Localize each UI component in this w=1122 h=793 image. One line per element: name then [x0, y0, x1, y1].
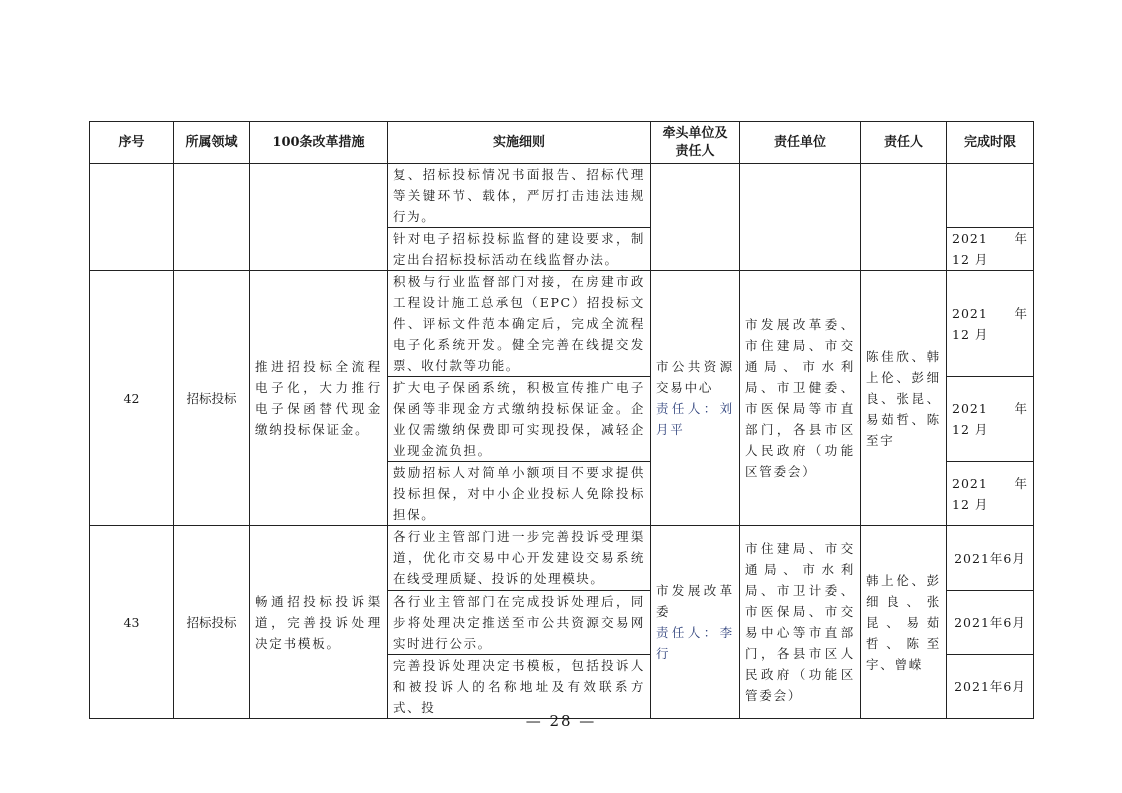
- cell-empty: [250, 164, 388, 271]
- reform-measures-table: [89, 121, 1034, 719]
- detail-cell: 针对电子招标投标监督的建设要求，制定出台招标投标活动在线监督办法。: [388, 228, 651, 271]
- deadline-cell: 2021 年 12 月: [947, 377, 1034, 462]
- deadline-cell: 2021 年 12 月: [947, 271, 1034, 377]
- header-row: [90, 122, 1034, 164]
- cell-empty: [740, 164, 861, 271]
- cell-empty: [861, 164, 947, 271]
- detail-cell: 各行业主管部门在完成投诉处理后，同步将处理决定推送至市公共资源交易网实时进行公示。: [388, 591, 651, 655]
- detail-cell: 积极与行业监督部门对接，在房建市政工程设计施工总承包（EPC）招投标文件、评标文件范本确定后，完成全流程电子化系统开发。健全完善在线提交发票、收付款等功能。: [388, 271, 651, 377]
- table-row: [90, 164, 1034, 228]
- header-domain: 所属领域: [174, 122, 250, 164]
- cell-empty: [174, 164, 250, 271]
- deadline-cell: 2021年6月: [947, 526, 1034, 591]
- domain-cell: 招标投标: [174, 526, 250, 719]
- deadline-cell: [947, 164, 1034, 228]
- lead-unit-cell: [651, 271, 740, 526]
- row-number: 43: [90, 526, 174, 719]
- responsible-persons-cell: 陈佳欣、韩上伦、彭细良、张昆、易茹哲、陈至宇: [861, 271, 947, 526]
- responsible-units-cell: 市发展改革委、市住建局、市交通局、市水利局、市卫健委、市医保局等市直部门，各县市区人民政府（功能区管委会）: [740, 271, 861, 526]
- header-measure: 100条改革措施: [250, 122, 388, 164]
- measure-cell: 推进招投标全流程电子化，大力推行电子保函替代现金缴纳投标保证金。: [250, 271, 388, 526]
- header-responsible-units: 责任单位: [740, 122, 861, 164]
- detail-cell: 鼓励招标人对简单小额项目不要求提供投标担保，对中小企业投标人免除投标担保。: [388, 462, 651, 526]
- lead-person: 责任人：刘月平: [656, 401, 734, 437]
- lead-unit: 市发展改革委: [656, 583, 734, 619]
- responsible-persons-cell: 韩上伦、彭细良、张昆、易茹哲、陈至宇、曾嵘: [861, 526, 947, 719]
- header-details: 实施细则: [388, 122, 651, 164]
- deadline-cell: 2021 年 12 月: [947, 228, 1034, 271]
- header-lead-unit: 牵头单位及责任人: [651, 122, 740, 164]
- cell-empty: [651, 164, 740, 271]
- lead-unit: 市公共资源交易中心: [656, 359, 734, 395]
- deadline-cell: 2021年6月: [947, 655, 1034, 719]
- header-responsible-persons: 责任人: [861, 122, 947, 164]
- header-deadline: 完成时限: [947, 122, 1034, 164]
- deadline-cell: 2021 年 12 月: [947, 462, 1034, 526]
- domain-cell: 招标投标: [174, 271, 250, 526]
- measure-cell: 畅通招投标投诉渠道，完善投诉处理决定书模板。: [250, 526, 388, 719]
- detail-cell: 完善投诉处理决定书模板，包括投诉人和被投诉人的名称地址及有效联系方式、投: [388, 655, 651, 719]
- lead-person: 责任人：李行: [656, 625, 734, 661]
- cell-empty: [90, 164, 174, 271]
- table-row: [90, 271, 1034, 377]
- header-no: 序号: [90, 122, 174, 164]
- deadline-cell: 2021年6月: [947, 591, 1034, 655]
- detail-cell: 复、招标投标情况书面报告、招标代理等关键环节、载体，严厉打击违法违规行为。: [388, 164, 651, 228]
- table-row: [90, 526, 1034, 591]
- detail-cell: 扩大电子保函系统，积极宣传推广电子保函等非现金方式缴纳投标保证金。企业仅需缴纳保费即可实现投保，减轻企业现金流负担。: [388, 377, 651, 462]
- detail-cell: 各行业主管部门进一步完善投诉受理渠道，优化市交易中心开发建设交易系统在线受理质疑、投诉的处理模块。: [388, 526, 651, 591]
- lead-unit-cell: [651, 526, 740, 719]
- page-number: — 28 —: [525, 712, 597, 730]
- responsible-units-cell: 市住建局、市交通局、市水利局、市卫计委、市医保局、市交易中心等市直部门，各县市区人民政府（功能区管委会）: [740, 526, 861, 719]
- row-number: 42: [90, 271, 174, 526]
